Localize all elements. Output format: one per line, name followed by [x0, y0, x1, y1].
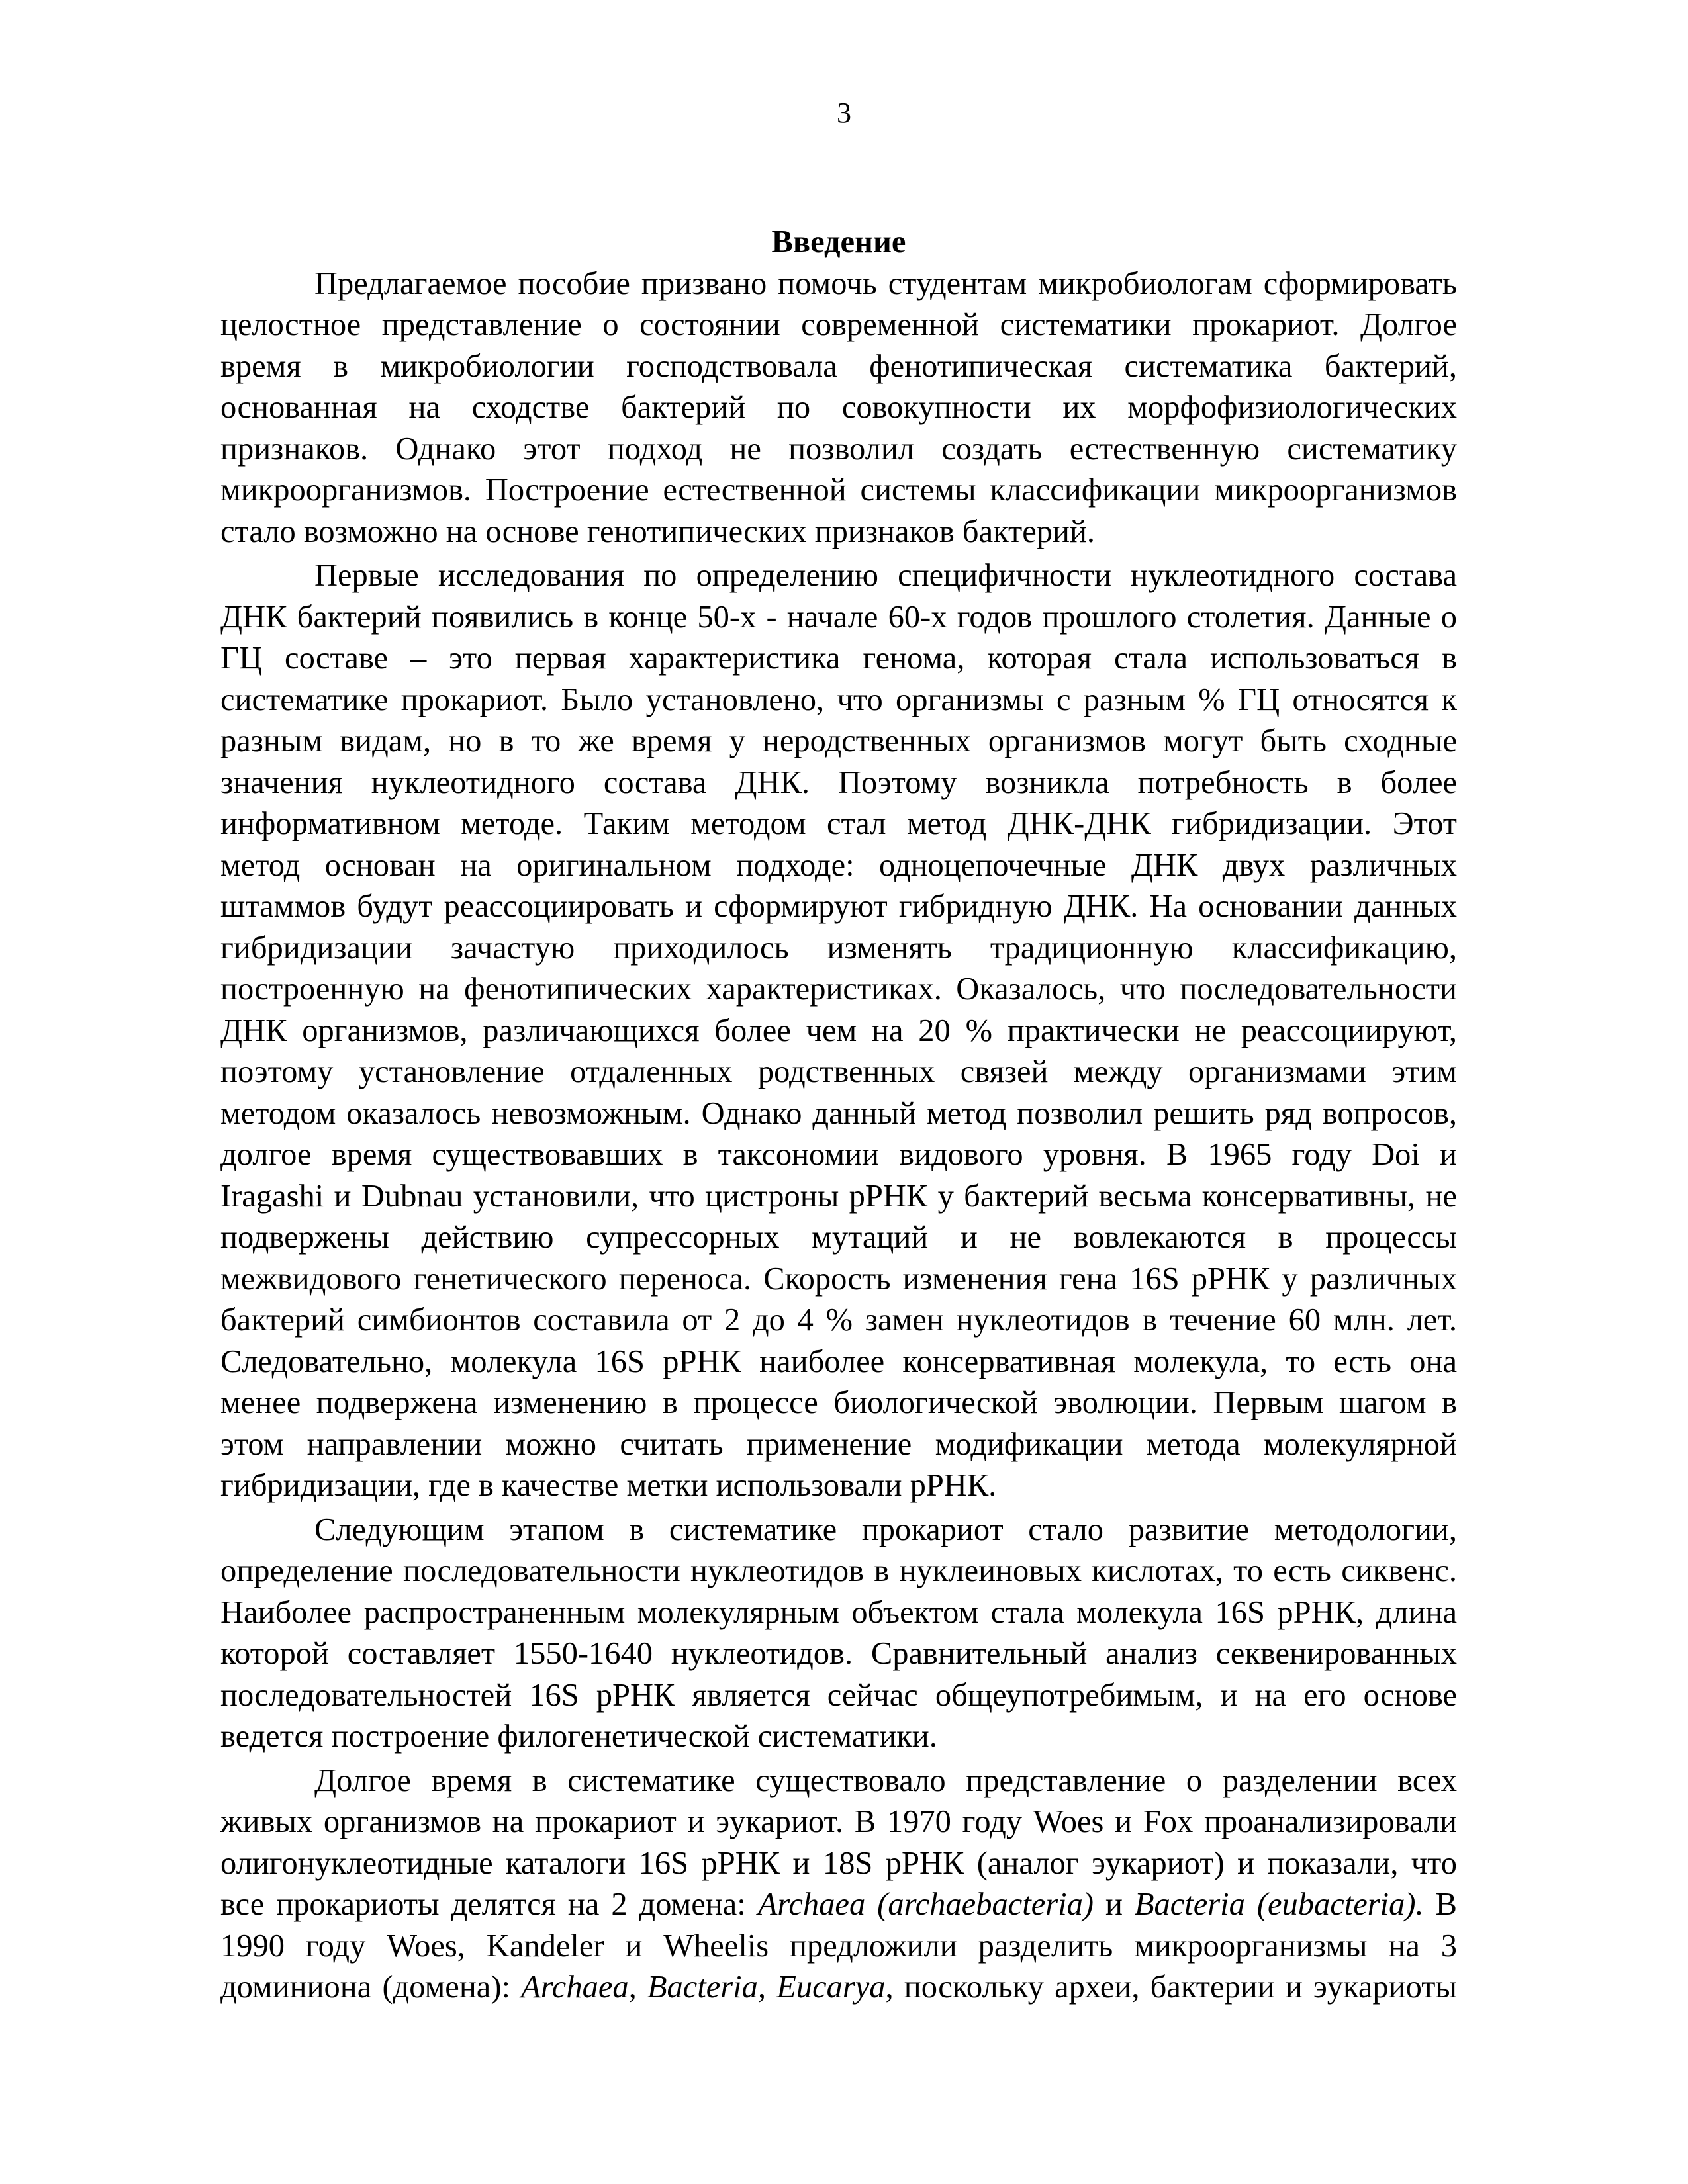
text-line: Долгое время в систематике существовало представление о разделении всех [314, 1762, 1457, 1798]
text-line: 1990 году Woes, Kandeler и Wheelis предложили разделить микроорганизмы на 3 [220, 1928, 1457, 1964]
text-line: микроорганизмов. Построение естественной системы классификации микроорганизмов [220, 473, 1457, 508]
text-line: Iragashi и Dubnau установили, что цистроны рРНК у бактерий весьма консервативны, не [220, 1178, 1457, 1214]
document-body [220, 222, 1457, 2009]
text-line: стало возможно на основе генотипических признаков бактерий. [220, 514, 1096, 549]
text-line: информативном методе. Таким методом стал метод ДНК-ДНК гибридизации. Этот [220, 806, 1457, 841]
text-line: долгое время существовавших в таксономии видового уровня. В 1965 году Doi и [220, 1137, 1457, 1172]
paragraph-gc-dna-hybridization [220, 555, 1457, 1507]
text-line: которой составляет 1550-1640 нуклеотидов. Сравнительный анализ секвенированных [220, 1636, 1457, 1671]
text-line: Первые исследования по определению специфичности нуклеотидного состава [314, 558, 1457, 593]
text-line: Следующим этапом в систематике прокариот стало развитие методологии, [314, 1512, 1457, 1547]
text-line: определение последовательности нуклеотидов в нуклеиновых кислотах, то есть сиквенс. [220, 1553, 1457, 1588]
text-line: построенную на фенотипических характеристиках. Оказалось, что последовательности [220, 972, 1457, 1007]
text-line: все прокариоты делятся на 2 домена: Archaea (archaebacteria) и Bacteria (eubacteria). В [220, 1887, 1457, 1922]
section-heading: Введение [771, 224, 906, 259]
text-line: методом оказалось невозможным. Однако данный метод позволил решить ряд вопросов, [220, 1095, 1457, 1131]
paragraph-sequencing [220, 1510, 1457, 1758]
text-line: Наиболее распространенным молекулярным объектом стала молекула 16S рРНК, длина [220, 1594, 1457, 1630]
text-line: основанная на сходстве бактерий по совокупности их морфофизиологических [220, 390, 1457, 425]
text-line: целостное представление о состоянии современной систематики прокариот. Долгое [220, 307, 1457, 342]
text-line: штаммов будут реассоциировать и сформируют гибридную ДНК. На основании данных [220, 889, 1457, 924]
text-line: значения нуклеотидного состава ДНК. Поэтому возникла потребность в более [220, 764, 1457, 800]
text-line: подвержены действию супрессорных мутаций и не вовлекаются в процессы [220, 1220, 1457, 1255]
taxon-archaea: Archaea (archaebacteria) [757, 1887, 1094, 1922]
text-line: бактерий симбионтов составила от 2 до 4 % замен нуклеотидов в течение 60 млн. лет. [220, 1302, 1457, 1338]
text-line: доминиона (домена): Archaea, Bacteria, Eucarya, поскольку археи, бактерии и эукариоты [220, 1970, 1457, 2005]
text-line: ГЦ составе – это первая характеристика генома, которая стала использоваться в [220, 641, 1457, 676]
text-line: ведется построение филогенетической систематики. [220, 1719, 937, 1754]
text-line: гибридизации, где в качестве метки использовали рРНК. [220, 1468, 997, 1503]
text-line: разным видам, но в то же время у неродственных организмов могут быть сходные [220, 723, 1457, 758]
taxon-domains: Archaea, Bacteria, Eucarya [521, 1970, 886, 2005]
text-line: последовательностей 16S рРНК является сейчас общеупотребимым, и на его основе [220, 1677, 1457, 1713]
text-line: поэтому установление отдаленных родственных связей между организмами этим [220, 1054, 1457, 1089]
taxon-bacteria: Bacteria (eubacteria). [1134, 1887, 1424, 1922]
text-line: метод основан на оригинальном подходе: одноцепочечные ДНК двух различных [220, 847, 1457, 883]
text-line: время в микробиологии господствовала фенотипическая систематика бактерий, [220, 348, 1457, 384]
text-line: менее подвержена изменению в процессе биологической эволюции. Первым шагом в [220, 1385, 1457, 1420]
text-line: гибридизации зачастую приходилось изменять традиционную классификацию, [220, 930, 1457, 966]
text-line: олигонуклеотидные каталоги 16S рРНК и 18S рРНК (аналог эукариот) и показали, что [220, 1845, 1457, 1881]
text-line: ДНК бактерий появились в конце 50-х - начале 60-х годов прошлого столетия. Данные о [220, 599, 1457, 635]
paragraph-intro [220, 263, 1457, 553]
text-line: этом направлении можно считать применение модификации метода молекулярной [220, 1426, 1457, 1462]
text-line: Предлагаемое пособие призвано помочь студентам микробиологам сформировать [314, 265, 1457, 301]
text-line: Следовательно, молекула 16S рРНК наиболее консервативная молекула, то есть она [220, 1343, 1457, 1379]
text-line: ДНК организмов, различающихся более чем на 20 % практически не реассоциируют, [220, 1013, 1457, 1048]
page-number: 3 [837, 97, 851, 129]
paragraph-domains [220, 1760, 1457, 2009]
text-line: систематике прокариот. Было установлено, что организмы с разным % ГЦ относятся к [220, 682, 1457, 717]
text-line: признаков. Однако этот подход не позволил создать естественную систематику [220, 431, 1457, 467]
text-line: живых организмов на прокариот и эукариот. В 1970 году Woes и Fox проанализировали [220, 1804, 1457, 1839]
text-line: межвидового генетического переноса. Скорость изменения гена 16S рРНК у различных [220, 1261, 1457, 1297]
